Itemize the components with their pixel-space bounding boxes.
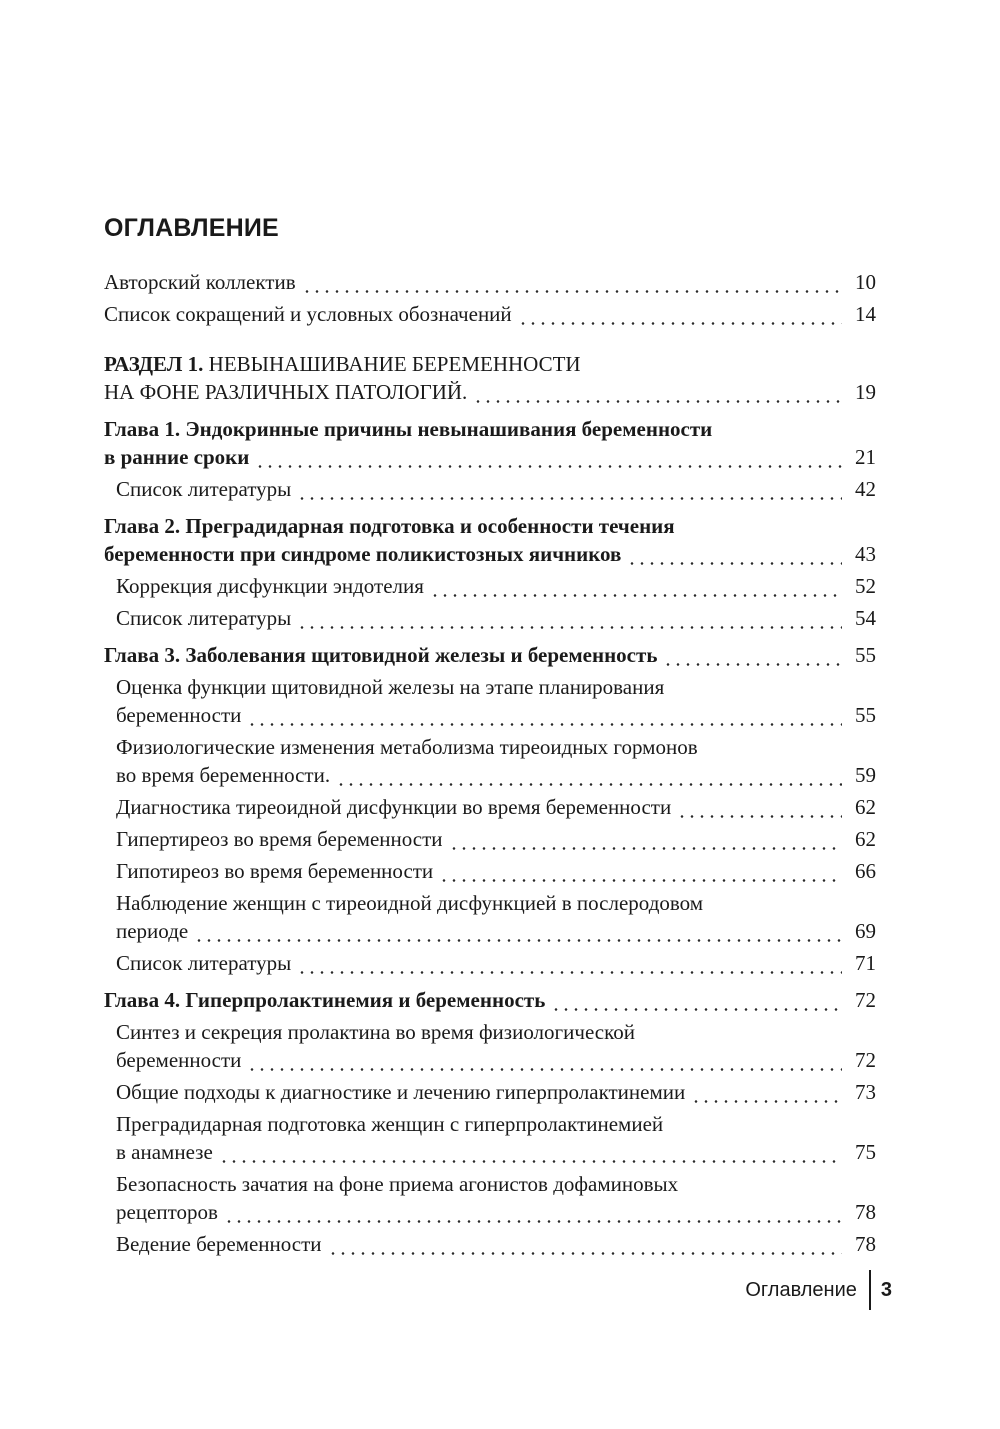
- dot-leader: [302, 268, 842, 296]
- toc-section-label: РАЗДЕЛ 1.: [104, 352, 204, 376]
- toc-entry-line-2: [116, 761, 876, 789]
- toc-entry-references-ch3[interactable]: [104, 949, 876, 977]
- toc-entry-title: Глава 4. Гиперпролактинемия и беременность: [104, 988, 546, 1012]
- toc-entry-title: НА ФОНЕ РАЗЛИЧНЫХ ПАТОЛОГИЙ.: [104, 380, 468, 404]
- dot-leader: [518, 300, 842, 328]
- dot-leader: [247, 701, 842, 729]
- page-footer: [745, 1270, 892, 1310]
- toc-page-number: 72: [855, 988, 876, 1012]
- toc-entry-endothelium[interactable]: [104, 572, 876, 600]
- toc-page-number: 78: [855, 1232, 876, 1256]
- toc-entry-title: Гипотиреоз во время беременности: [116, 859, 434, 883]
- toc-entry-line-2: [116, 1198, 876, 1226]
- toc-entry-general-approaches[interactable]: [104, 1078, 876, 1106]
- toc-page-number: 72: [855, 1048, 876, 1072]
- toc-chapter-2[interactable]: [104, 512, 876, 568]
- toc-entry-line-1: Оценка функции щитовидной железы на этапе планирования: [116, 675, 665, 699]
- toc-entry-line-1: Физиологические изменения метаболизма тиреоидных гормонов: [116, 735, 698, 759]
- dot-leader: [336, 761, 842, 789]
- toc-entry-title: во время беременности.: [116, 763, 331, 787]
- toc-entry-line-2: [116, 1138, 876, 1166]
- dot-leader: [255, 443, 842, 471]
- toc-entry-conception-safety[interactable]: [104, 1170, 876, 1226]
- toc-entry-line-1: Безопасность зачатия на фоне приема агонистов дофаминовых: [116, 1172, 679, 1196]
- toc-entry-thyroid-assessment[interactable]: [104, 673, 876, 729]
- toc-chapter-3[interactable]: [104, 641, 876, 669]
- toc-entry-line-1: Синтез и секреция пролактина во время физиологической: [116, 1020, 635, 1044]
- toc-entry-title: Список литературы: [116, 477, 292, 501]
- toc-chapter-line-2: [104, 443, 876, 471]
- toc-entry-title: беременности: [116, 1048, 242, 1072]
- toc-page-number: 78: [855, 1200, 876, 1224]
- toc-page-number: 10: [855, 270, 876, 294]
- toc-page-number: 75: [855, 1140, 876, 1164]
- toc-entry-line-2: [116, 1046, 876, 1074]
- toc-entry-line-2: [116, 701, 876, 729]
- toc-entry-title: Авторский коллектив: [104, 270, 296, 294]
- toc-page-number: 69: [855, 919, 876, 943]
- toc-page-number: 62: [855, 795, 876, 819]
- toc-page-number: 19: [855, 380, 876, 404]
- toc-section-line-2: [104, 378, 876, 406]
- toc-entry-title: Список сокращений и условных обозначений: [104, 302, 512, 326]
- toc-entry-line-1: Преградидарная подготовка женщин с гиперпролактинемией: [116, 1112, 664, 1136]
- footer-page-number: 3: [880, 1278, 892, 1301]
- dot-leader: [247, 1046, 842, 1074]
- toc-entry-physiological-changes[interactable]: [104, 733, 876, 789]
- dot-leader: [224, 1198, 842, 1226]
- toc-page-number: 55: [855, 643, 876, 667]
- toc-entry-references-ch2[interactable]: [104, 604, 876, 632]
- toc-entry-title: Коррекция дисфункции эндотелия: [116, 574, 424, 598]
- toc-entry-pregnancy-management[interactable]: [104, 1230, 876, 1258]
- toc-entry-thyroid-diagnostics[interactable]: [104, 793, 876, 821]
- toc-section-title: НЕВЫНАШИВАНИЕ БЕРЕМЕННОСТИ: [203, 352, 581, 376]
- toc-section-1[interactable]: [104, 350, 876, 406]
- toc-entry-line-1: Наблюдение женщин с тиреоидной дисфункцией в послеродовом: [116, 891, 704, 915]
- toc-page-number: 21: [855, 445, 876, 469]
- dot-leader: [297, 949, 842, 977]
- toc-entry-title: Ведение беременности: [116, 1232, 322, 1256]
- dot-leader: [297, 604, 842, 632]
- toc-entry-title: Диагностика тиреоидной дисфункции во время беременности: [116, 795, 672, 819]
- dot-leader: [627, 540, 842, 568]
- toc-page-number: 62: [855, 827, 876, 851]
- toc-entry-title: Список литературы: [116, 951, 292, 975]
- toc-page-number: 42: [855, 477, 876, 501]
- toc-page-number: 54: [855, 606, 876, 630]
- dot-leader: [328, 1230, 843, 1258]
- page-title: ОГЛАВЛЕНИЕ: [104, 214, 279, 242]
- toc-entry-title: Общие подходы к диагностике и лечению гиперпролактинемии: [116, 1080, 686, 1104]
- toc-chapter-4[interactable]: [104, 986, 876, 1014]
- toc-entry-title: в анамнезе: [116, 1140, 213, 1164]
- toc-page-number: 71: [855, 951, 876, 975]
- toc-entry-title: Список литературы: [116, 606, 292, 630]
- toc-section-line-1: [104, 350, 876, 378]
- toc-chapter-line-2: [104, 540, 876, 568]
- toc-entry-postpartum[interactable]: [104, 889, 876, 945]
- toc-entry-title: в ранние сроки: [104, 445, 250, 469]
- toc-entry-line-2: [116, 917, 876, 945]
- toc-entry-title: беременности при синдроме поликистозных яичников: [104, 542, 622, 566]
- toc-chapter-line-1: Глава 1. Эндокринные причины невынашивания беременности: [104, 417, 713, 441]
- table-of-contents: [104, 268, 876, 1258]
- dot-leader: [473, 378, 842, 406]
- dot-leader: [439, 857, 842, 885]
- dot-leader: [449, 825, 843, 853]
- dot-leader: [691, 1078, 842, 1106]
- dot-leader: [219, 1138, 842, 1166]
- toc-entry-prolactin-synthesis[interactable]: [104, 1018, 876, 1074]
- toc-entry-authors[interactable]: [104, 268, 876, 296]
- toc-entry-title: рецепторов: [116, 1200, 218, 1224]
- dot-leader: [430, 572, 842, 600]
- dot-leader: [677, 793, 842, 821]
- dot-leader: [297, 475, 842, 503]
- toc-entry-title: периоде: [116, 919, 189, 943]
- dot-leader: [663, 641, 842, 669]
- toc-entry-references-ch1[interactable]: [104, 475, 876, 503]
- toc-page-number: 59: [855, 763, 876, 787]
- toc-page-number: 52: [855, 574, 876, 598]
- dot-leader: [194, 917, 842, 945]
- toc-entry-title: Глава 3. Заболевания щитовидной железы и беременность: [104, 643, 658, 667]
- footer-label: Оглавление: [745, 1278, 857, 1301]
- toc-chapter-1[interactable]: [104, 415, 876, 471]
- toc-page-number: 73: [855, 1080, 876, 1104]
- toc-page-number: 66: [855, 859, 876, 883]
- toc-entry-pregravid-prep[interactable]: [104, 1110, 876, 1166]
- toc-page-number: 43: [855, 542, 876, 566]
- footer-divider: [869, 1270, 871, 1310]
- dot-leader: [551, 986, 842, 1014]
- toc-entry-title: беременности: [116, 703, 242, 727]
- toc-entry-hyperthyroidism[interactable]: [104, 825, 876, 853]
- toc-page-number: 55: [855, 703, 876, 727]
- toc-entry-hypothyroidism[interactable]: [104, 857, 876, 885]
- toc-page-number: 14: [855, 302, 876, 326]
- toc-chapter-line-1: Глава 2. Преградидарная подготовка и особенности течения: [104, 514, 675, 538]
- toc-entry-title: Гипертиреоз во время беременности: [116, 827, 443, 851]
- toc-entry-abbreviations[interactable]: [104, 300, 876, 328]
